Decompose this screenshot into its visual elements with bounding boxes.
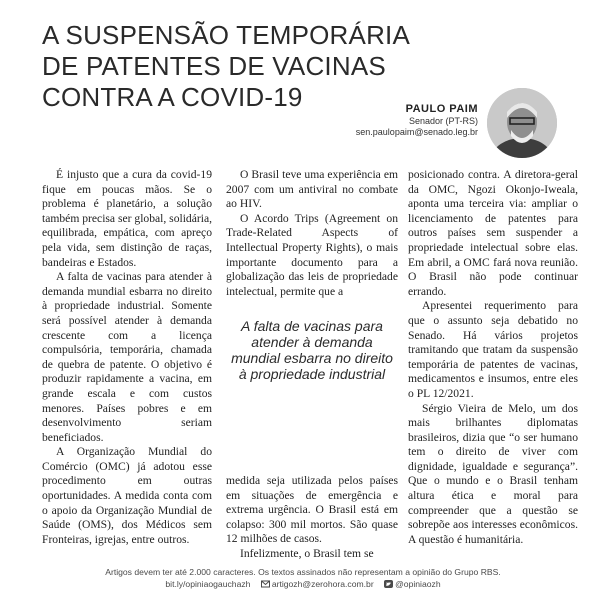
author-email: sen.paulopaim@senado.leg.br	[355, 127, 478, 137]
article-column-2-bottom	[226, 474, 398, 562]
footer-email-text: artigozh@zerohora.com.br	[271, 579, 374, 589]
pull-quote: A falta de vacinas para atender à demanda mundial esbarra no direito à propriedade industrial	[231, 318, 393, 382]
article-column-2-top	[226, 168, 398, 299]
author-role: Senador (PT-RS)	[408, 116, 478, 126]
author-photo	[487, 88, 557, 158]
footer-link-website[interactable]: bit.ly/opiniaogauchazh	[165, 579, 251, 589]
author-byline	[356, 103, 478, 137]
paragraph: É injusto que a cura da covid-19 fique em poucas mãos. Se o problema é planetário, a solução também precisa ser global, solidária, equilibrada, empática, com apreço pela vida, sem distinção de raças, bandeiras e Estados.	[42, 168, 212, 269]
footer-disclaimer: Artigos devem ter até 2.000 caracteres. Os textos assinados não representam a opinião do Grupo RBS.	[105, 567, 501, 577]
headline-line: CONTRA A COVID-19	[42, 82, 303, 112]
paragraph: Apresentei requerimento para que o assunto seja debatido no Senado. Há vários projetos tramitando que tratam da suspensão temporária de patentes de vacinas, medicamentos e insumos, entre eles o PL 12/2021.	[408, 299, 578, 400]
paragraph: Sérgio Vieira de Melo, um dos mais brilhantes diplomatas brasileiros, dizia que “o ser humano tem o direito de viver com dignidade, igualdade e segurança”. Que o mundo e o Brasil tenham altura ética e moral para compreender que a questão se sobrepõe aos interesses econômicos. A questão é humanitária.	[408, 401, 578, 546]
headline-line: DE PATENTES DE VACINAS	[42, 51, 386, 81]
author-name: PAULO PAIM	[405, 103, 478, 115]
paragraph: A falta de vacinas para atender à demanda mundial esbarra no direito à propriedade industrial. Somente será possível atender à demanda crescente com a licença compulsória, temporária, chamada de quebra de patente. O objetivo é produzir rapidamente a vacina, em grande escala e com custos menores. Países pobres e em desenvolvimento seriam beneficiados.	[42, 270, 212, 444]
paragraph: posicionado contra. A diretora-geral da OMC, Ngozi Okonjo-Iweala, aponta uma terceira via: ampliar o licenciamento de patentes para outros países sem suspender a propriedade intelectual sobre elas. Em abril, a OMC fará nova reunião. O Brasil não pode continuar errando.	[408, 168, 578, 298]
author-portrait-icon	[487, 88, 557, 158]
paragraph: A Organização Mundial do Comércio (OMC) já adotou esse procedimento em outras oportunidades. A medida conta com o apoio da Organização Mundial de Saúde (OMS), dos Médicos sem Fronteiras, igrejas, entre outros.	[42, 445, 212, 546]
footer-links	[0, 578, 606, 590]
article-column-3	[408, 168, 578, 547]
twitter-icon	[384, 580, 393, 588]
paragraph: Infelizmente, o Brasil tem se	[240, 546, 374, 560]
paragraph: medida seja utilizada pelos países em situações de emergência e extrema urgência. O Brasil está em colapso: 300 mil mortos. São quase 12 milhões de casos.	[226, 474, 398, 546]
footer-twitter-text: @opiniaozh	[395, 579, 441, 589]
page-footer	[0, 566, 606, 590]
article-column-1	[42, 168, 212, 547]
footer-link-email[interactable]	[261, 579, 374, 589]
paragraph: O Brasil teve uma experiência em 2007 com um antiviral no combate ao HIV.	[226, 168, 398, 211]
footer-link-twitter[interactable]	[384, 579, 441, 589]
article-headline	[42, 20, 412, 113]
mail-icon	[261, 580, 270, 588]
paragraph: O Acordo Trips (Agreement on Trade-Related Aspects of Intellectual Property Rights), o mais importante documento para a globalização das leis de propriedade intelectual, permite que a	[226, 211, 398, 298]
headline-line: A SUSPENSÃO TEMPORÁRIA	[42, 20, 411, 50]
